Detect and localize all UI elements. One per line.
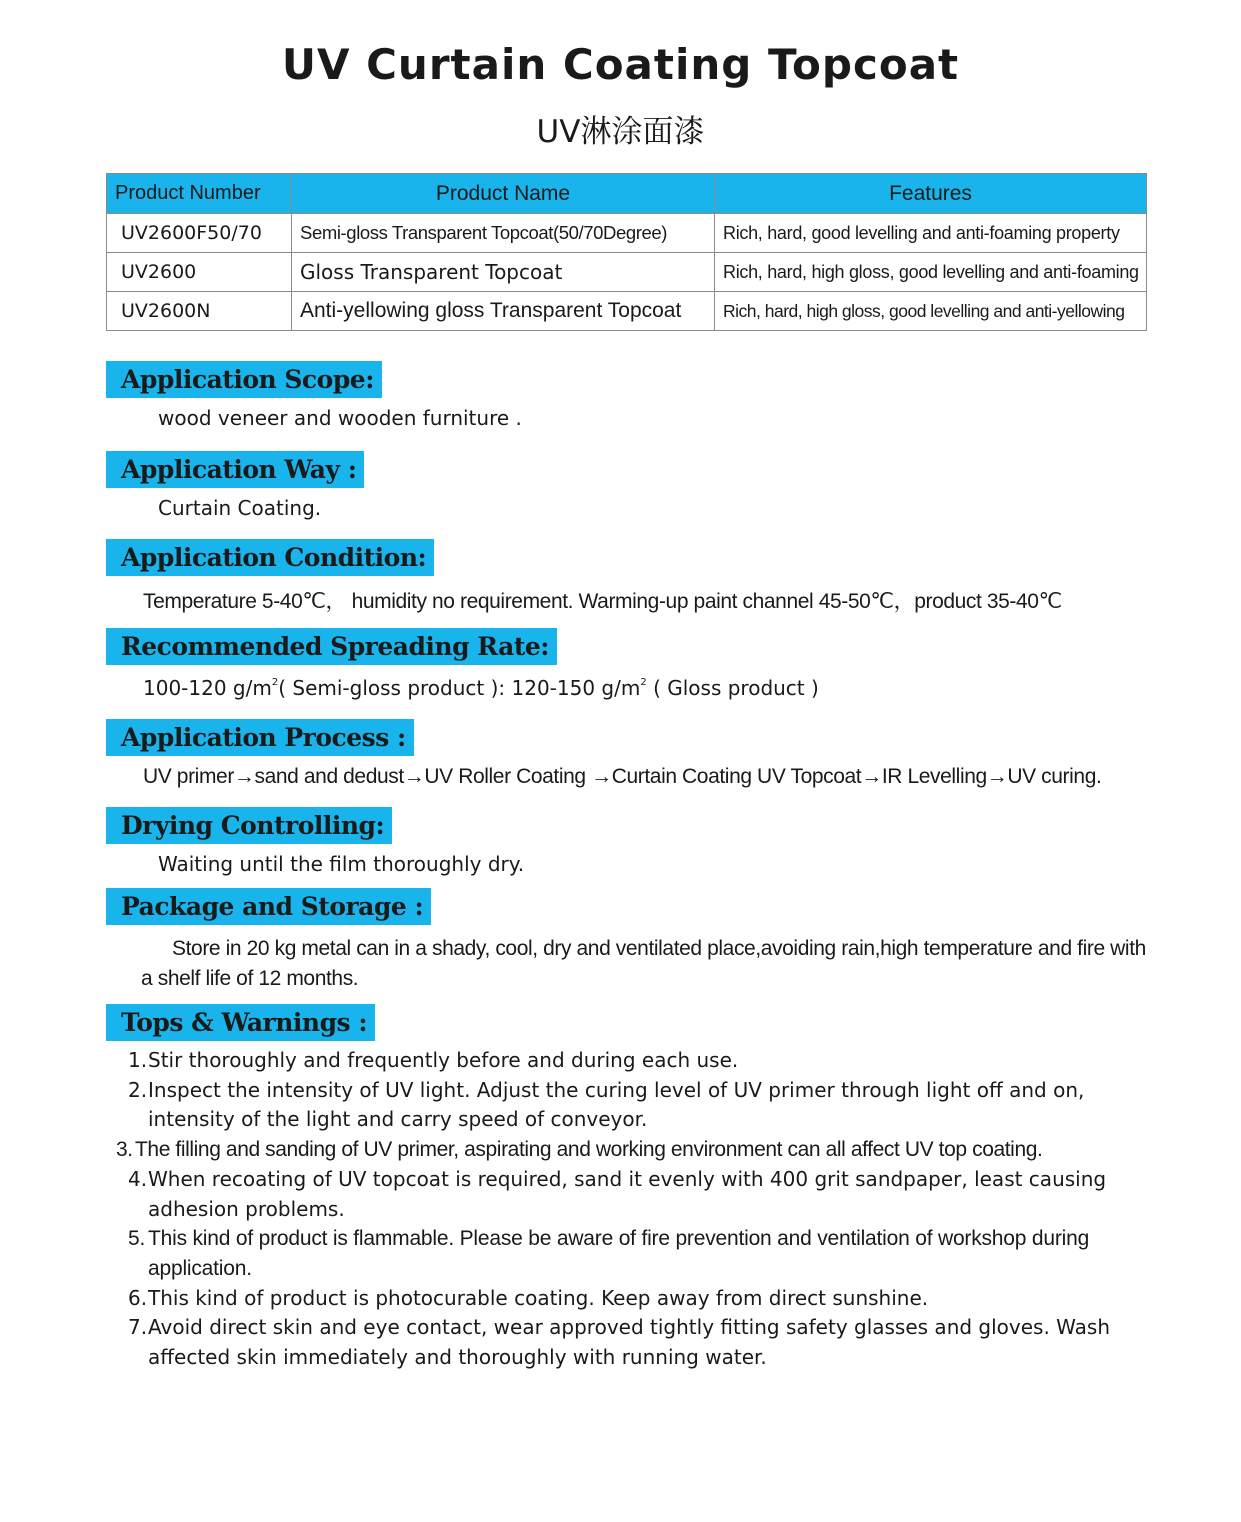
section-heading-application-process: Application Process : (106, 719, 414, 756)
cell-product-number: UV2600F50/70 (107, 214, 292, 253)
application-way-text: Curtain Coating. (158, 496, 322, 520)
cell-product-name: Anti-yellowing gloss Transparent Topcoat (292, 292, 715, 331)
table-row (107, 292, 1147, 331)
cell-product-number: UV2600 (107, 253, 292, 292)
list-item: 4. When recoating of UV topcoat is required, sand it evenly with 400 grit sandpaper, least causing adhesion problems. (128, 1166, 1107, 1221)
tips-list (116, 1046, 1168, 1373)
cell-product-number: UV2600N (107, 292, 292, 331)
list-item: 5. This kind of product is flammable. Please be aware of fire prevention and ventilation of workshop during application. (128, 1227, 1090, 1280)
list-item: 2. Inspect the intensity of UV light. Adjust the curing level of UV primer through light off and on, intensity of the light and carry speed of conveyor. (128, 1077, 1085, 1132)
cell-features: Rich, hard, high gloss, good levelling and anti-foaming (715, 253, 1147, 292)
cell-features: Rich, hard, good levelling and anti-foaming property (715, 214, 1147, 253)
section-heading-application-condition: Application Condition: (106, 539, 434, 576)
header-product-name: Product Name (292, 174, 715, 214)
section-heading-spreading-rate: Recommended Spreading Rate: (106, 628, 557, 665)
cell-product-name: Gloss Transparent Topcoat (292, 253, 715, 292)
section-heading-tips-warnings: Tops & Warnings : (106, 1004, 375, 1041)
section-heading-package-storage: Package and Storage : (106, 888, 431, 925)
cell-product-name: Semi-gloss Transparent Topcoat(50/70Degree) (292, 214, 715, 253)
page-title: UV Curtain Coating Topcoat (281, 40, 960, 89)
list-item: 7. Avoid direct skin and eye contact, wear approved tightly fitting safety glasses and gloves. Wash affected skin immediately and thoroughly with running water. (128, 1315, 1111, 1370)
table-row (107, 253, 1147, 292)
section-heading-application-way: Application Way : (106, 451, 364, 488)
table-header-row (107, 174, 1147, 214)
section-heading-application-scope: Application Scope: (106, 361, 382, 398)
cell-features: Rich, hard, high gloss, good levelling and anti-yellowing (715, 292, 1147, 331)
table-row (107, 214, 1147, 253)
header-product-number: Product Number (107, 174, 292, 214)
product-table (106, 173, 1147, 331)
section-heading-drying-controlling: Drying Controlling: (106, 807, 392, 844)
page-subtitle: UV淋涂面漆 (536, 114, 705, 150)
drying-controlling-text: Waiting until the film thoroughly dry. (158, 852, 525, 876)
list-item: 6. This kind of product is photocurable coating. Keep away from direct sunshine. (128, 1285, 929, 1310)
package-storage-text: Store in 20 kg metal can in a shady, cool, dry and ventilated place,avoiding rain,high temperature and fire with a shelf life of 12 months. (141, 937, 1146, 990)
application-condition-text: Temperature 5-40℃， humidity no requirement. Warming-up paint channel 45-50℃，product 35-40℃ (143, 590, 1062, 613)
list-item: 1. Stir thoroughly and frequently before and during each use. (128, 1048, 739, 1072)
list-item: 3. The filling and sanding of UV primer, aspirating and working environment can all affect UV top coating. (116, 1138, 1043, 1162)
application-process-text: UV primer→sand and dedust→UV Roller Coating →Curtain Coating UV Topcoat→IR Levelling→UV curing. (143, 765, 1102, 788)
spreading-rate-text: 100-120 $g/m^2$( Semi-gloss product ): 120-150 $g/m^2$ ( Gloss product ) (143, 676, 819, 700)
application-scope-text: wood veneer and wooden furniture . (158, 406, 522, 430)
header-features: Features (715, 174, 1147, 214)
